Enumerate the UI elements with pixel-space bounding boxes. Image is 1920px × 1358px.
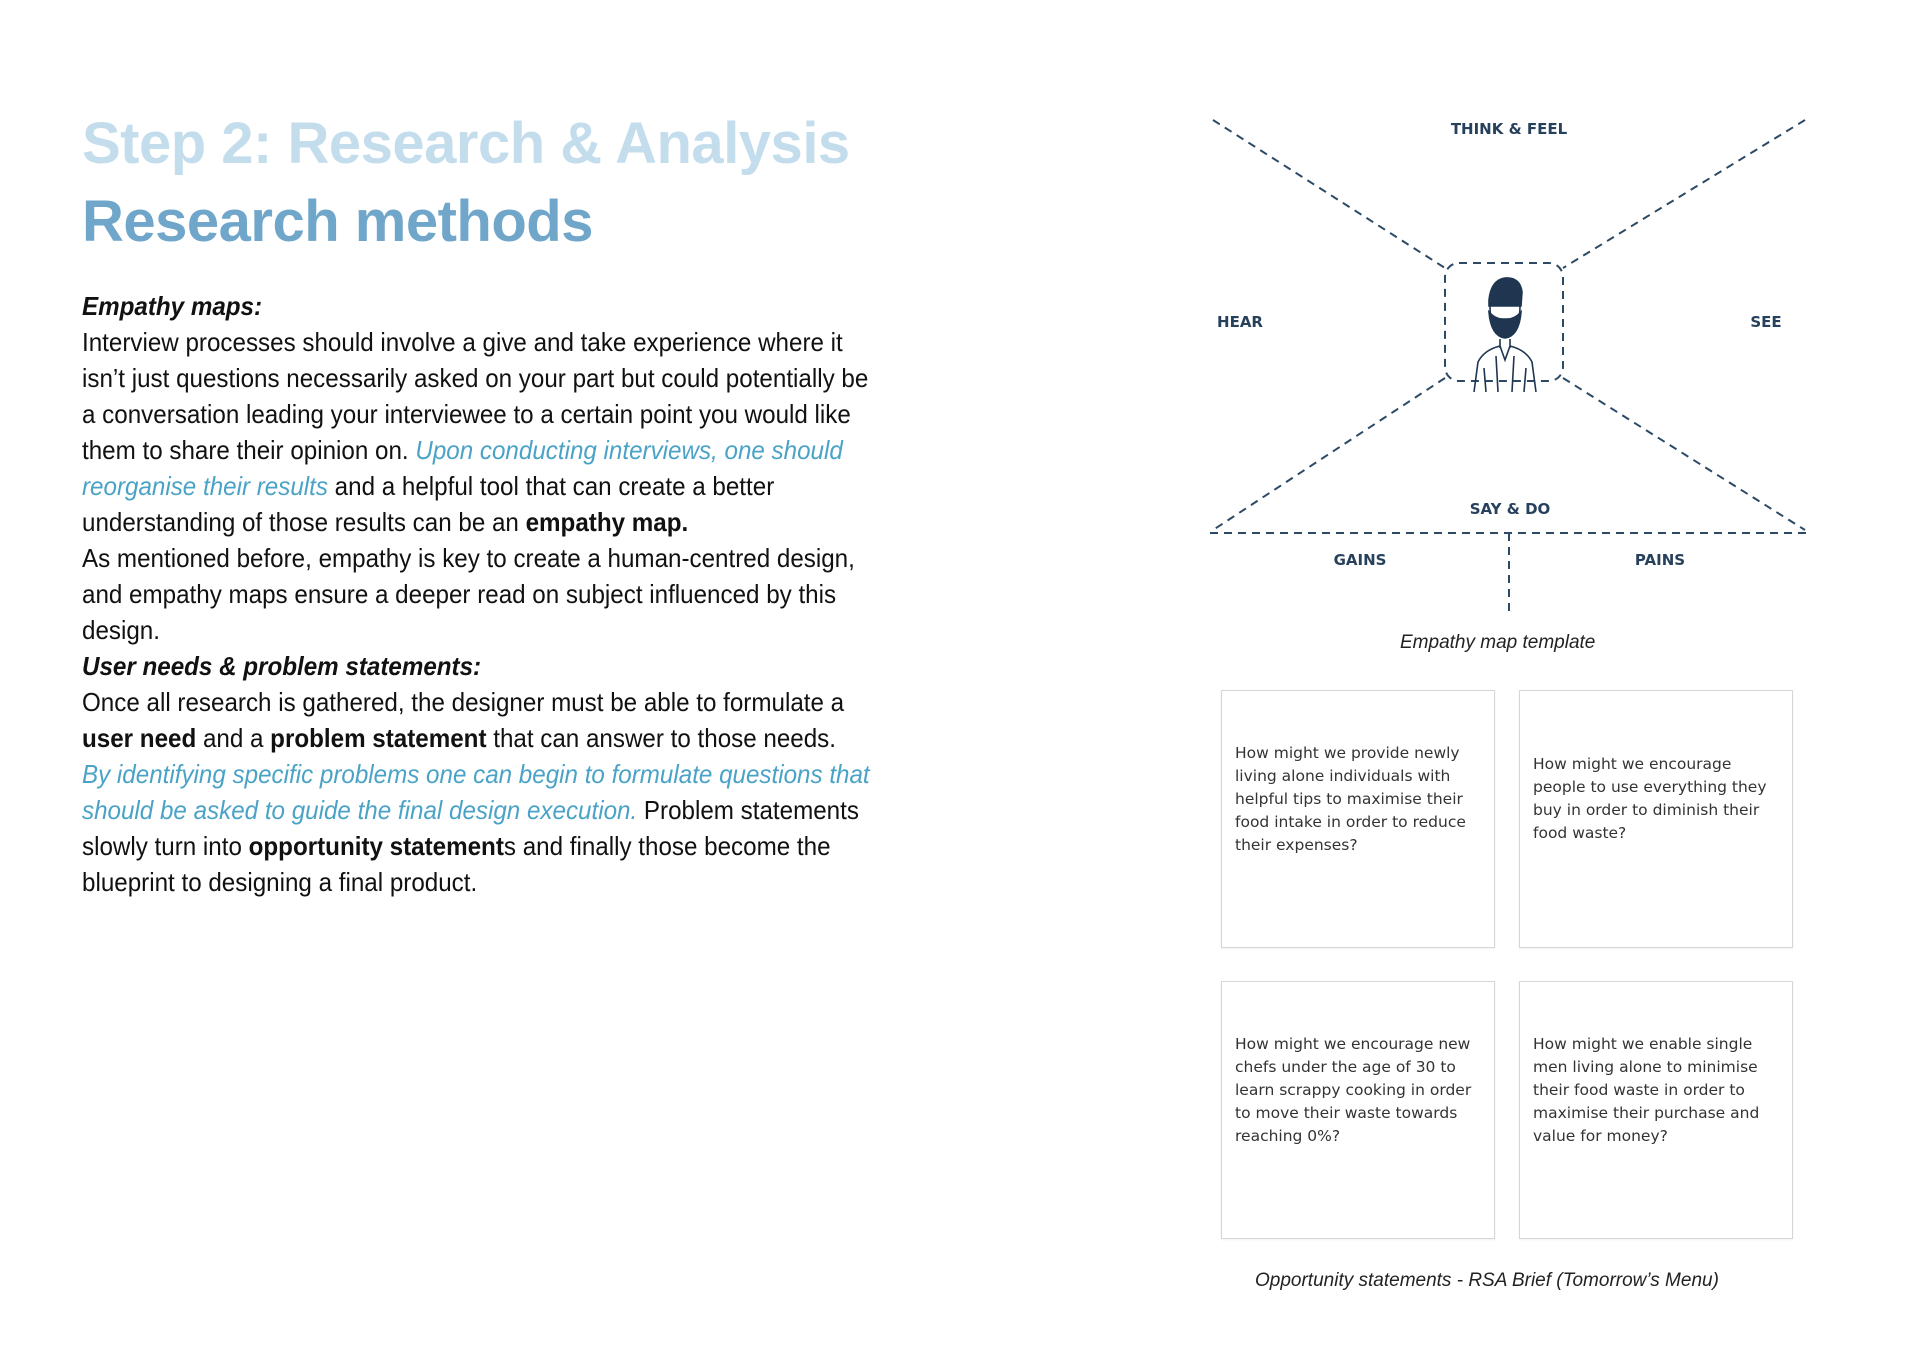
needs-accent-text: By identifying specific problems one can begin to formulate questions that should be asked to guide the final design execution. (82, 759, 870, 825)
map-label-see: SEE (1750, 313, 1782, 331)
needs-text-4: Problem statements slowly turn into (82, 795, 859, 861)
empathy-maps-paragraph (82, 324, 882, 540)
opportunity-card-text: How might we provide newly living alone individuals with helpful tips to maximise their food intake in order to reduce their expenses? (1235, 743, 1466, 854)
opportunity-statement-term: opportunity statement (248, 831, 504, 861)
empathy-map-diagram (1200, 110, 1820, 630)
map-label-hear: HEAR (1217, 313, 1263, 331)
user-need-term: user need (82, 723, 197, 753)
empathy-map-caption: Empathy map template (1400, 632, 1596, 653)
opportunity-card (1519, 690, 1793, 948)
section-title: Research methods (82, 189, 593, 254)
opportunity-card-text: How might we enable single men living alone to minimise their food waste in order to maximise their purchase and value for money? (1533, 1034, 1760, 1145)
map-label-pains: PAINS (1634, 551, 1686, 569)
empathy-text-1: Interview processes should involve a give and take experience where it isn’t just questions necessarily asked on your part but could potentially be a conversation leading your interviewee to a certain point you would like them to share their opinion on. (82, 327, 869, 465)
map-line-bottom-right (1563, 378, 1805, 530)
empathy-accent-text: Upon conducting interviews, one should reorganise their results (82, 435, 843, 501)
needs-text-2: and a (196, 723, 271, 753)
opportunity-card (1519, 981, 1793, 1239)
opportunity-card-text: How might we encourage people to use everything they buy in order to diminish their food waste? (1533, 755, 1767, 842)
opportunity-card (1221, 690, 1495, 948)
user-needs-paragraph (82, 684, 882, 900)
user-needs-section (82, 648, 882, 900)
empathy-map-term: empathy map. (525, 507, 689, 537)
map-label-gains: GAINS (1333, 551, 1387, 569)
needs-text-3: that can answer to those needs. (486, 723, 836, 753)
needs-text-1: Once all research is gathered, the designer must be able to formulate a (82, 687, 845, 717)
empathy-maps-heading: Empathy maps: (82, 291, 263, 321)
empathy-text-2: and a helpful tool that can create a better understanding of those results can be an (82, 471, 775, 537)
opportunity-card (1221, 981, 1495, 1239)
empathy-maps-section (82, 288, 882, 648)
map-line-top-left (1213, 120, 1445, 268)
problem-statement-term: problem statement (270, 723, 487, 753)
opportunity-statements-caption: Opportunity statements - RSA Brief (Tomorrow’s Menu) (1255, 1270, 1719, 1291)
map-label-think-feel: THINK & FEEL (1450, 120, 1568, 138)
needs-text-5: s and finally those become the blueprint to designing a final product. (82, 831, 831, 897)
opportunity-card-text: How might we encourage new chefs under the age of 30 to learn scrappy cooking in order to move their waste towards reaching 0%? (1235, 1034, 1472, 1145)
map-label-say-do: SAY & DO (1469, 500, 1551, 518)
person-avatar-icon (1474, 278, 1536, 392)
user-needs-heading: User needs & problem statements: (82, 651, 482, 681)
map-line-top-right (1563, 120, 1805, 268)
map-line-bottom-left (1213, 378, 1445, 530)
step-title: Step 2: Research & Analysis (82, 111, 850, 176)
empathy-maps-paragraph-2: As mentioned before, empathy is key to create a human-centred design, and empathy maps ensure a deeper read on subject influenced by this design. (82, 543, 855, 645)
